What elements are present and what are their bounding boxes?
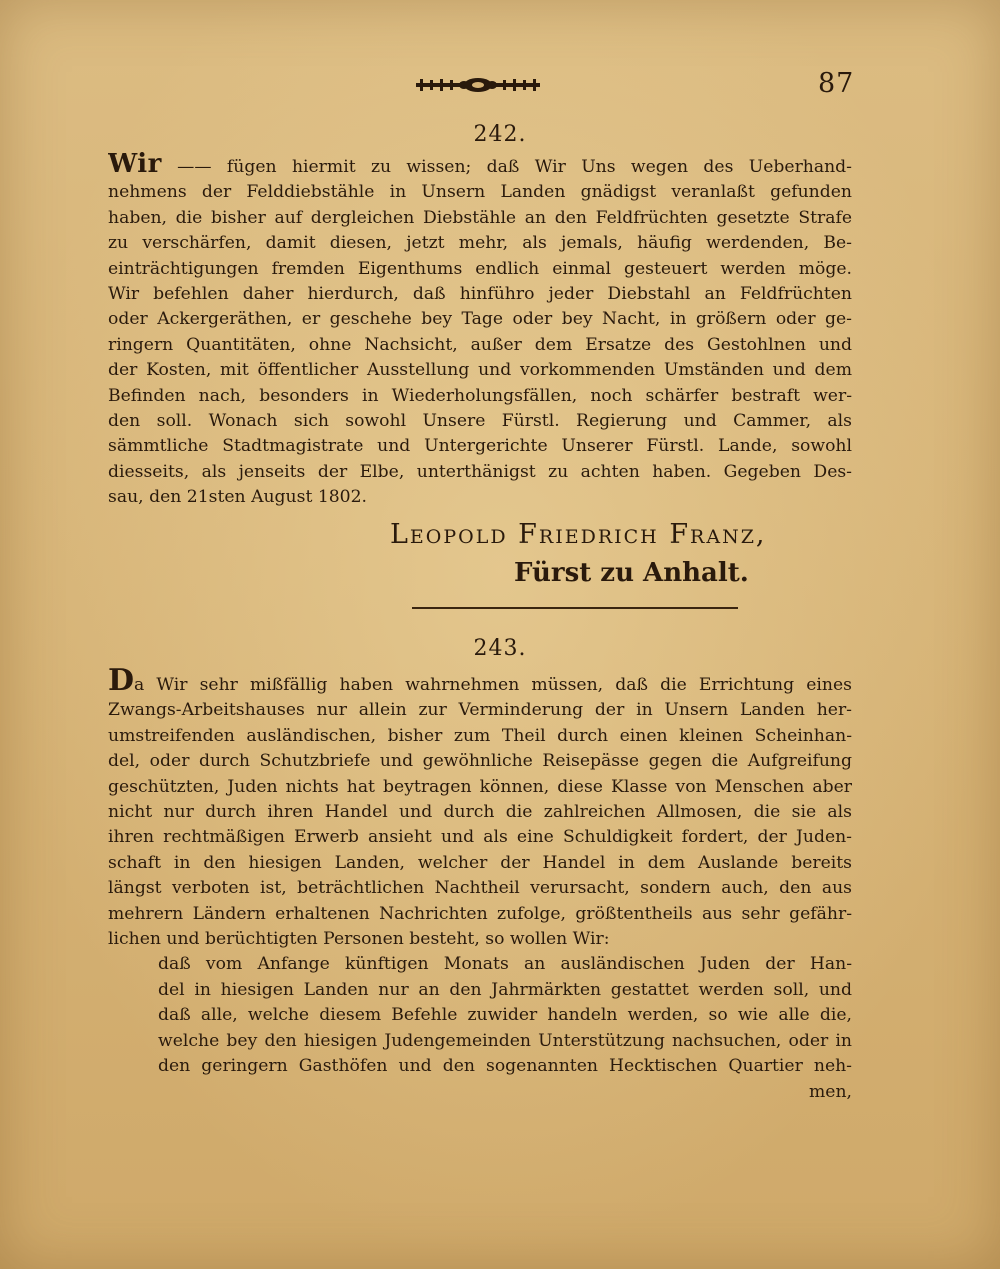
page-number: 87: [818, 68, 855, 99]
text-line: umstreifenden ausländischen, bisher zum Theil durch einen kleinen Scheinhan-: [108, 725, 852, 746]
text-line: welche bey den hiesigen Judengemeinden Unterstützung nachsuchen, oder in: [158, 1030, 852, 1051]
text-line: Wir befehlen daher hierdurch, daß hinführo jeder Diebstahl an Feldfrüchten: [108, 284, 852, 305]
article-243-body: [108, 668, 852, 1105]
text-line: oder Ackergeräthen, er geschehe bey Tage oder bey Nacht, in größern oder ge-: [108, 309, 852, 330]
text-line: längst verboten ist, beträchtlichen Nachtheil verursacht, sondern auch, den aus: [108, 878, 852, 899]
catchword: men,: [808, 1081, 852, 1102]
initial-letter: D: [108, 668, 135, 698]
text-line: daß vom Anfange künftigen Monats an ausländischen Juden der Han-: [158, 954, 852, 975]
section-divider: [412, 607, 738, 609]
text-line: Zwangs-Arbeitshauses nur allein zur Verminderung der in Unsern Landen her-: [108, 700, 852, 721]
text-line: nicht nur durch ihren Handel und durch die zahlreichen Allmosen, die sie als: [108, 802, 852, 823]
signature-title: Fürst zu Anhalt.: [514, 558, 749, 588]
initial-word: Wir: [108, 152, 162, 179]
text-line: zu verschärfen, damit diesen, jetzt mehr, als jemals, häufig werdenden, Be-: [108, 233, 852, 254]
article-number-243: 243.: [473, 636, 527, 661]
text-line: ihren rechtmäßigen Erwerb ansieht und als eine Schuldigkeit fordert, der Juden-: [108, 827, 852, 848]
text-line: daß alle, welche diesem Befehle zuwider handeln werden, so wie alle die,: [158, 1005, 852, 1026]
text-line: Da Wir sehr mißfällig haben wahrnehmen müssen, daß die Errichtung eines: [108, 668, 852, 698]
text-line: del in hiesigen Landen nur an den Jahrmärkten gestattet werden soll, und: [158, 979, 852, 1000]
article-242-body: [108, 152, 852, 511]
text-line: diesseits, als jenseits der Elbe, unterthänigst zu achten haben. Gegeben Des-: [108, 461, 852, 482]
text-line: sämmtliche Stadtmagistrate und Untergerichte Unserer Fürstl. Lande, sowohl: [108, 436, 852, 457]
text-line: einträchtigungen fremden Eigenthums endlich einmal gesteuert werden möge.: [108, 258, 852, 279]
text-line: den geringern Gasthöfen und den sogenannten Hecktischen Quartier neh-: [158, 1056, 852, 1077]
text-line: schaft in den hiesigen Landen, welcher der Handel in dem Auslande bereits: [108, 852, 852, 873]
text-line: nehmens der Felddiebstähle in Unsern Landen gnädigst veranlaßt gefunden: [108, 182, 852, 203]
ornament-icon: [416, 76, 540, 94]
text-line: del, oder durch Schutzbriefe und gewöhnliche Reisepässe gegen die Aufgreifung: [108, 751, 852, 772]
text-line: sau, den 21sten August 1802.: [108, 487, 368, 508]
text-line: mehrern Ländern erhaltenen Nachrichten zufolge, größtentheils aus sehr gefähr-: [108, 903, 852, 924]
text-line: Befinden nach, besonders in Wiederholungsfällen, noch schärfer bestraft wer-: [108, 385, 852, 406]
text-line: lichen und berüchtigten Personen besteht, so wollen Wir:: [108, 929, 610, 950]
article-number-242: 242.: [473, 122, 527, 147]
text-line: geschützten, Juden nichts hat beytragen können, diese Klasse von Menschen aber: [108, 776, 852, 797]
text-line: haben, die bisher auf dergleichen Diebstähle an den Feldfrüchten gesetzte Strafe: [108, 207, 852, 228]
text-line: ringern Quantitäten, ohne Nachsicht, außer dem Ersatze des Gestohlnen und: [108, 334, 852, 355]
text-line: der Kosten, mit öffentlicher Ausstellung und vorkommenden Umständen und dem: [108, 360, 852, 381]
text-line: Wir —— fügen hiermit zu wissen; daß Wir Uns wegen des Ueberhand-: [108, 152, 852, 180]
text-line: den soll. Wonach sich sowohl Unsere Fürstl. Regierung und Cammer, als: [108, 411, 852, 432]
signature-name: Leopold Friedrich Franz,: [390, 519, 767, 550]
